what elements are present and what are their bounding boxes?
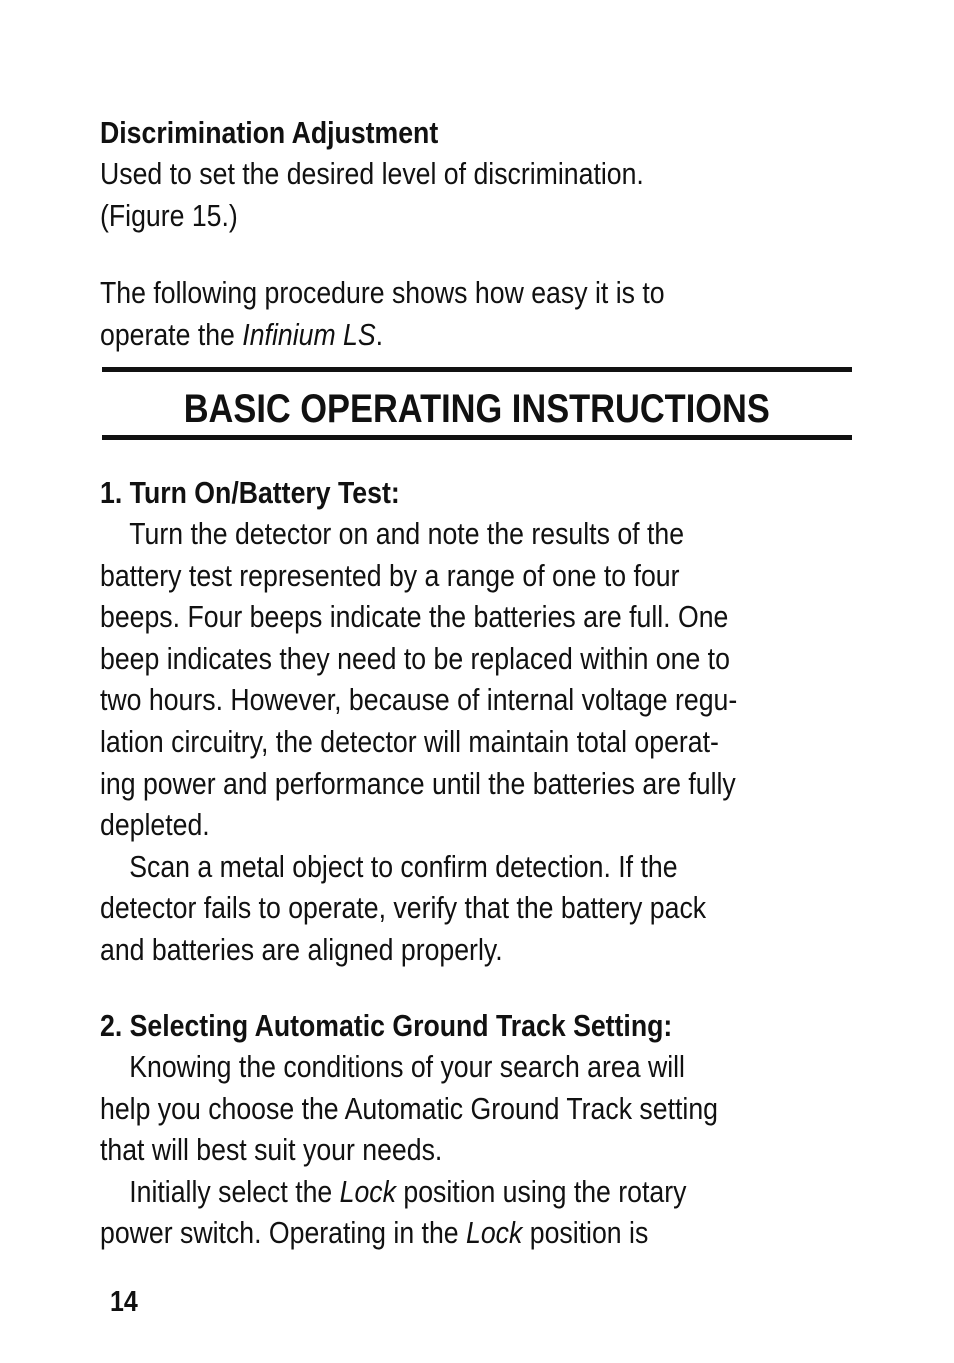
step-1-para1-line: Turn the detector on and note the results of the [129, 516, 685, 551]
step-2-para2-l2-suffix: position is [522, 1215, 649, 1251]
step-2-para2-line-2 [100, 1212, 718, 1254]
lock-term: Lock [466, 1215, 523, 1251]
step-1-para1-line: beep indicates they need to be replaced within one to [100, 640, 730, 676]
intro-line-2-prefix: operate the [100, 316, 243, 352]
discrimination-heading: Discrimination Adjustment [100, 115, 439, 150]
step-2 [100, 1005, 819, 1254]
step-1-para2-line: Scan a metal object to confirm detection. If the [129, 848, 678, 884]
intro-paragraph [100, 272, 757, 355]
intro-line-2-suffix: . [375, 316, 384, 352]
step-1-para1-line: battery test represented by a range of one to four [100, 557, 680, 593]
step-1-para1-line: beeps. Four beeps indicate the batteries are full. One [100, 599, 729, 635]
step-2-para1-line: help you choose the Automatic Ground Track setting [100, 1090, 718, 1126]
step-1-para1-line: ing power and performance until the batteries are fully [100, 765, 736, 801]
step-2-para2-line-1 [100, 1171, 718, 1213]
step-2-heading: 2. Selecting Automatic Ground Track Setting: [100, 1008, 673, 1043]
step-2-para1-line: Knowing the conditions of your search area will [129, 1049, 685, 1084]
step-1-para2-line: detector fails to operate, verify that the battery pack [100, 890, 707, 926]
step-1-para1-line: depleted. [100, 807, 210, 843]
step-1-para1-line: lation circuitry, the detector will maintain total operat- [100, 723, 719, 759]
section-rule-top [102, 367, 852, 372]
step-2-para2-l2-prefix: power switch. Operating in the [100, 1215, 467, 1251]
step-2-para1-line: that will best suit your needs. [100, 1132, 443, 1168]
step-2-para2-l1-suffix: position using the rotary [395, 1173, 687, 1209]
step-1-heading: 1. Turn On/Battery Test: [100, 475, 400, 510]
discrimination-description: Used to set the desired level of discrimination. [100, 156, 644, 191]
product-name: Infinium LS [242, 316, 376, 352]
discrimination-section [100, 112, 732, 236]
step-2-para2-l1-prefix: Initially select the [129, 1173, 340, 1209]
step-1-para2-line: and batteries are aligned properly. [100, 931, 503, 967]
section-title-text: BASIC OPERATING INSTRUCTIONS [183, 387, 771, 431]
step-1 [100, 472, 841, 971]
intro-line-2 [100, 314, 665, 356]
section-title [102, 384, 852, 434]
step-1-para1-line: two hours. However, because of internal voltage regu- [100, 682, 738, 718]
intro-line-1: The following procedure shows how easy it is to [100, 275, 665, 310]
page-number [110, 1284, 142, 1320]
page-number-text: 14 [110, 1286, 138, 1318]
figure-reference: (Figure 15.) [100, 197, 238, 233]
section-rule-bottom [102, 435, 852, 440]
lock-term: Lock [339, 1173, 396, 1209]
